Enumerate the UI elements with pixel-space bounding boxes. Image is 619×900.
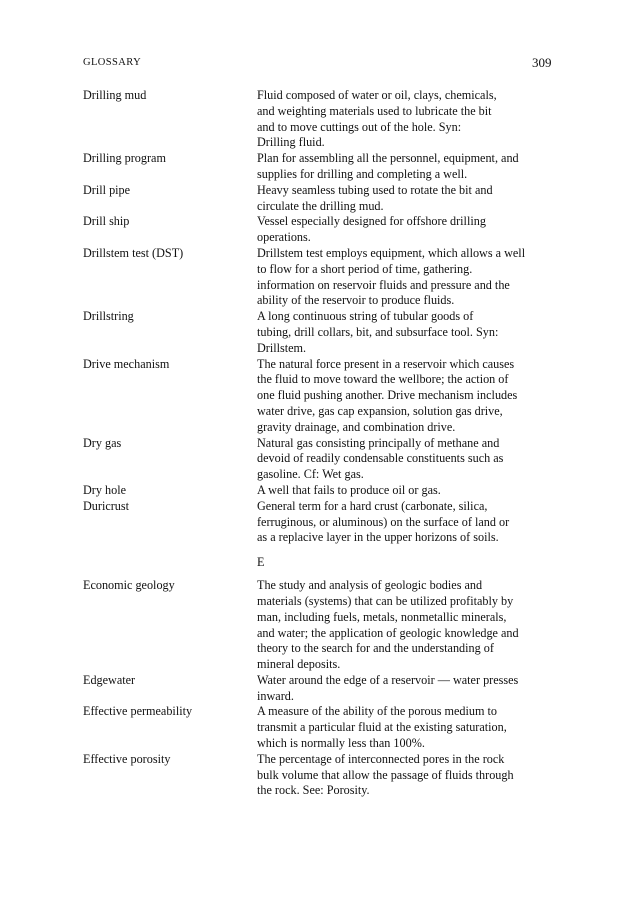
definition-line: The study and analysis of geologic bodies and [257, 578, 483, 593]
glossary-term: Effective permeability [83, 704, 193, 719]
glossary-term: Drilling mud [83, 88, 147, 102]
definition-line: and water; the application of geologic knowledge and [257, 625, 519, 640]
running-head: GLOSSARY [83, 57, 142, 68]
glossary-entry [83, 499, 563, 546]
glossary-entry [83, 183, 563, 215]
definition-line: Drillstem test employs equipment, which allows a well [257, 245, 526, 260]
glossary-term: Edgewater [83, 672, 136, 687]
definition-line: gravity drainage, and combination drive. [257, 419, 456, 434]
glossary-definition [257, 183, 563, 215]
definition-line: inward. [257, 688, 294, 703]
glossary-entries [83, 88, 563, 799]
definition-line: man, including fuels, metals, nonmetallic minerals, [257, 609, 507, 624]
glossary-definition [257, 483, 563, 499]
glossary-term: Drill pipe [83, 182, 131, 197]
definition-line: Heavy seamless tubing used to rotate the bit and [257, 182, 493, 197]
definition-line: devoid of readily condensable constituents such as [257, 451, 504, 466]
definition-line: A measure of the ability of the porous medium to [257, 704, 497, 719]
definition-line: A well that fails to produce oil or gas. [257, 482, 441, 497]
glossary-term: Drill ship [83, 214, 130, 229]
glossary-definition [257, 752, 563, 799]
glossary-term: Drive mechanism [83, 356, 170, 371]
glossary-term: Drillstring [83, 309, 134, 324]
glossary-entry [83, 151, 563, 183]
definition-line: The natural force present in a reservoir which causes [257, 356, 515, 371]
glossary-entry [83, 214, 563, 246]
definition-line: and to move cuttings out of the hole. Syn: [257, 119, 462, 134]
definition-line: information on reservoir fluids and pressure and the [257, 277, 510, 292]
glossary-definition [257, 88, 563, 151]
glossary-definition [257, 214, 563, 246]
definition-line: as a replacive layer in the upper horizons of soils. [257, 530, 499, 545]
definition-line: the fluid to move toward the wellbore; the action of [257, 372, 509, 387]
glossary-term: Dry hole [83, 482, 126, 497]
glossary-definition [257, 673, 563, 705]
glossary-entry [83, 578, 563, 673]
definition-line: Fluid composed of water or oil, clays, chemicals, [257, 88, 497, 102]
definition-line: General term for a hard crust (carbonate, silica, [257, 498, 488, 513]
glossary-term: Effective porosity [83, 751, 171, 766]
definition-line: mineral deposits. [257, 657, 341, 672]
glossary-entry [83, 673, 563, 705]
definition-line: materials (systems) that can be utilized profitably by [257, 593, 514, 608]
definition-line: Drilling fluid. [257, 135, 325, 150]
glossary-definition [257, 704, 563, 751]
glossary-section-e [83, 578, 563, 799]
glossary-term: Drillstem test (DST) [83, 245, 184, 260]
glossary-entry [83, 704, 563, 751]
definition-line: Plan for assembling all the personnel, equipment, and [257, 151, 519, 166]
definition-line: ferruginous, or aluminous) on the surface of land or [257, 514, 510, 529]
definition-line: circulate the drilling mud. [257, 198, 384, 213]
glossary-section-d [83, 88, 563, 546]
glossary-entry [83, 752, 563, 799]
glossary-entry [83, 357, 563, 436]
glossary-term: Drilling program [83, 151, 166, 166]
definition-line: Drillstem. [257, 340, 307, 355]
definition-line: and weighting materials used to lubricate the bit [257, 103, 492, 118]
section-letter: E [257, 555, 265, 570]
definition-line: the rock. See: Porosity. [257, 783, 370, 798]
definition-line: Natural gas consisting principally of methane and [257, 435, 500, 450]
definition-line: bulk volume that allow the passage of fluids through [257, 767, 514, 782]
definition-line: Vessel especially designed for offshore drilling [257, 214, 486, 229]
page-number: 309 [532, 55, 552, 70]
glossary-entry [83, 88, 563, 151]
glossary-definition [257, 151, 563, 183]
definition-line: supplies for drilling and completing a well. [257, 166, 468, 181]
glossary-definition [257, 357, 563, 436]
definition-line: gasoline. Cf: Wet gas. [257, 467, 364, 482]
definition-line: Water around the edge of a reservoir — water presses [257, 672, 519, 687]
glossary-entry [83, 246, 563, 309]
glossary-term: Duricrust [83, 498, 130, 513]
definition-line: one fluid pushing another. Drive mechanism includes [257, 388, 518, 403]
glossary-entry [83, 436, 563, 483]
glossary-definition [257, 499, 563, 546]
definition-line: tubing, drill collars, bit, and subsurface tool. Syn: [257, 324, 499, 339]
definition-line: theory to the search for and the understanding of [257, 641, 494, 656]
definition-line: A long continuous string of tubular goods of [257, 309, 474, 324]
glossary-entry [83, 309, 563, 356]
definition-line: water drive, gas cap expansion, solution gas drive, [257, 403, 503, 418]
definition-line: to flow for a short period of time, gathering. [257, 261, 473, 276]
definition-line: which is normally less than 100%. [257, 736, 425, 751]
definition-line: The percentage of interconnected pores in the rock [257, 751, 505, 766]
definition-line: operations. [257, 230, 311, 245]
glossary-term: Economic geology [83, 578, 175, 593]
glossary-term: Dry gas [83, 435, 122, 450]
glossary-definition [257, 436, 563, 483]
definition-line: transmit a particular fluid at the existing saturation, [257, 720, 507, 735]
glossary-definition [257, 246, 563, 309]
glossary-definition [257, 309, 563, 356]
glossary-definition [257, 578, 563, 673]
definition-line: ability of the reservoir to produce fluids. [257, 293, 455, 308]
glossary-entry [83, 483, 563, 499]
